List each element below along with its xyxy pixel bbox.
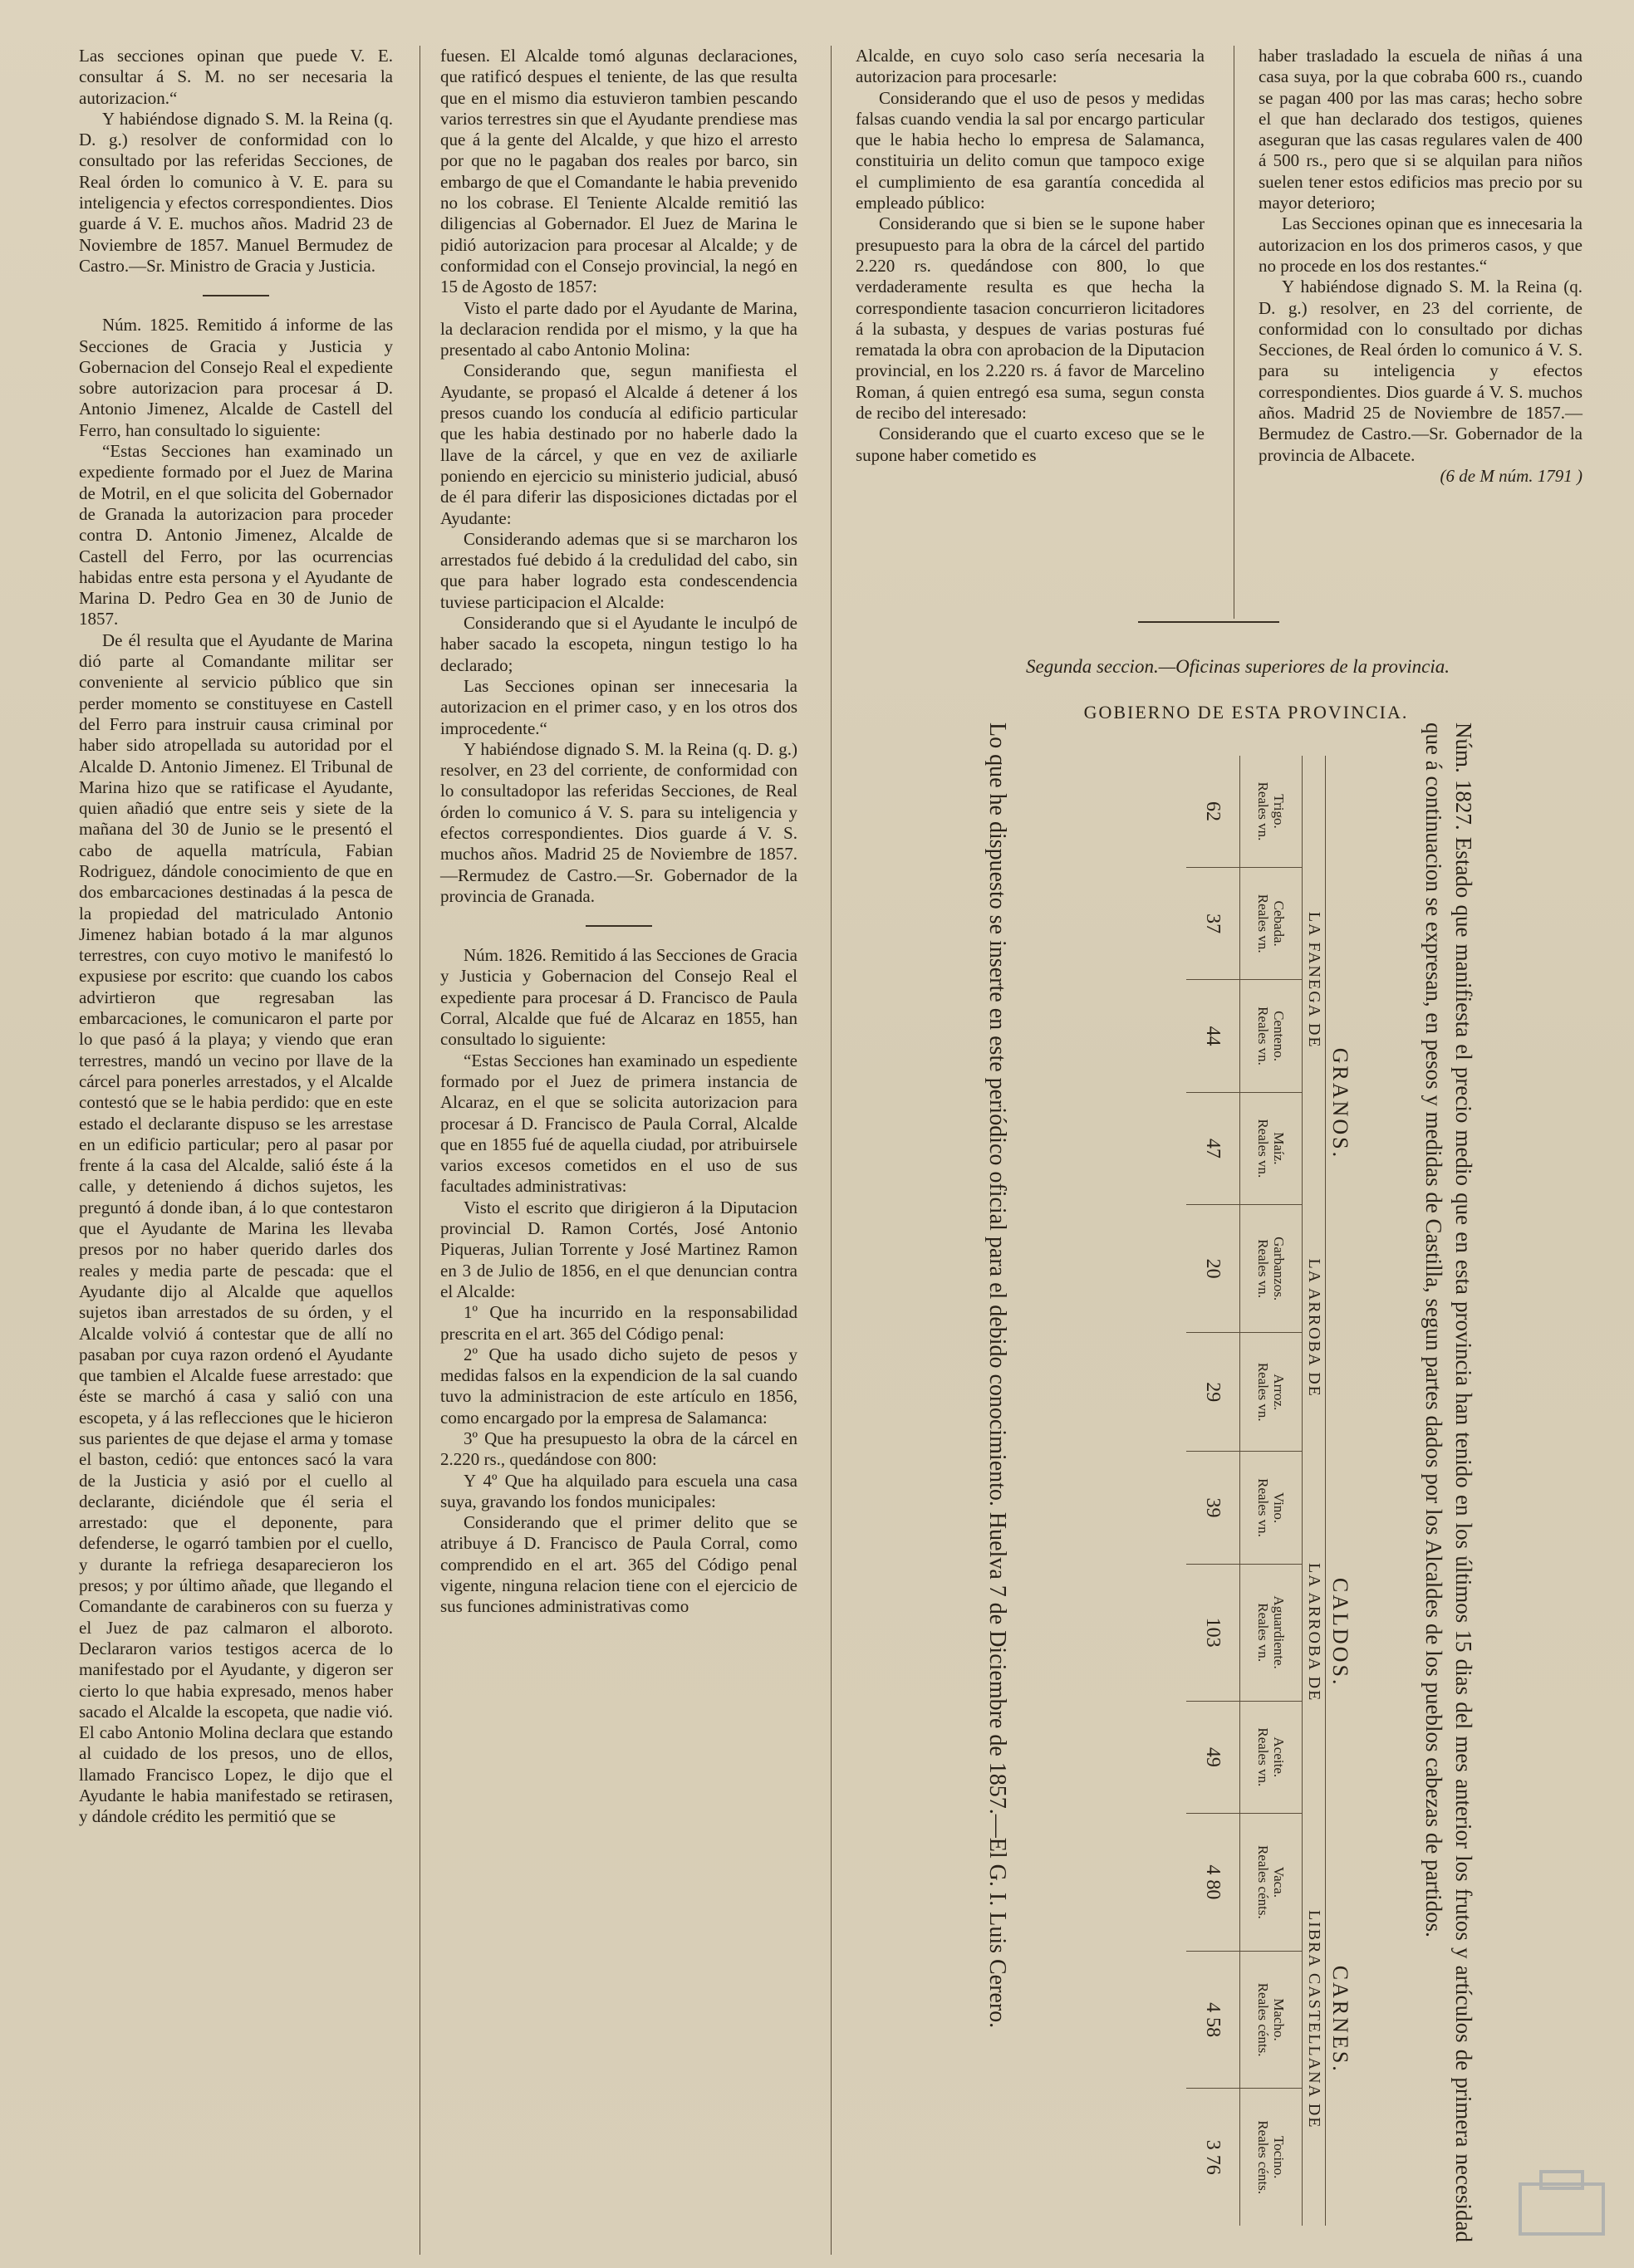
unit-libra: LIBRA CASTELLANA DE xyxy=(1303,1813,1326,2226)
header-item: Vaca. xyxy=(1271,1866,1287,1898)
paragraph: “Estas Secciones han examinado un expediente formado por el Juez de Marina de Motril, en el que solicita del Gobernador de Granada la autorizacion para proceder contra D. Antonio Jimenez, Alcalde de Castell del Ferro, por las ocurrencias habidas entre esta persona y el Ayudante de Marina D. Pedro Gea en 30 de Junio de 1857. xyxy=(79,441,393,629)
header-unit: Reales vn. xyxy=(1255,1362,1271,1422)
rotated-price-table-block xyxy=(864,723,1479,2242)
header-cell xyxy=(1240,1092,1303,1204)
header-unit: Reales cénts. xyxy=(1255,1844,1271,1919)
header-item: Vino. xyxy=(1271,1492,1287,1524)
separator-rule xyxy=(1138,621,1279,623)
paragraph: Considerando que si bien se le supone haber presupuesto para la obra de la cárcel del partido 2.220 rs. quedándose con 800, lo que verdaderamente resulta es que hecha la correspondiente tasacion concurrieron licitadores á la subasta, y despues de varias posturas fué rematada la obra con aprobacion de la Diputacion provincial, en los 2.220 rs. á favor de Marcelino Roman, á quien entregó esa suma, segun consta de recibo del interesado: xyxy=(856,213,1205,424)
paragraph: Y habiéndose dignado S. M. la Reina (q. D. g.) resolver, en 23 del corriente, de conformidad con lo consultadopor las referidas Secciones, de Real órden lo comunico á V. S. para su inteligencia y efectos correspondientes. Dios guarde á V. S. muchos años. Madrid 25 de Noviembre de 1857.—Rermudez de Castro.—Sr. Gobernador de la provincia de Granada. xyxy=(440,738,797,906)
unit-arroba: LA ARROBA DE xyxy=(1303,1205,1326,1452)
header-cell xyxy=(1240,1951,1303,2089)
paragraph: 1º Que ha incurrido en la responsabilidad prescrita en el art. 365 del Código penal: xyxy=(440,1302,797,1344)
header-cell xyxy=(1240,980,1303,1092)
separator-rule xyxy=(203,295,269,296)
value-cell: 37 xyxy=(1186,868,1240,980)
unit-fanega: LA FANEGA DE xyxy=(1303,756,1326,1205)
header-cell xyxy=(1240,2089,1303,2226)
header-item: Centeno. xyxy=(1271,1011,1287,1061)
header-item: Cebada. xyxy=(1271,900,1287,947)
header-unit: Reales vn. xyxy=(1255,1727,1271,1787)
value-row xyxy=(1186,756,1240,2226)
column-1 xyxy=(79,46,393,1828)
value-cell: 4 80 xyxy=(1186,1813,1240,1951)
header-item: Aguardiente. xyxy=(1271,1595,1287,1669)
header-row xyxy=(1240,756,1303,2226)
header-unit: Reales vn. xyxy=(1255,1478,1271,1537)
paragraph: Considerando que el primer delito que se atribuye á D. Francisco de Paula Corral, como comprendido en el art. 365 del Código penal vigente, ninguna relacion tiene con el ejercicio de sus funciones administrativas como xyxy=(440,1512,797,1617)
paragraph: Considerando que, segun manifiesta el Ayudante, se propasó el Alcalde á detener á los presos cuando los conducía al edificio particular que les habia destinado por no haberle dado la llave de la cárcel, y que en vez de axiliarle poniendo en ejercicio su ministerio judicial, abusó de él para diferir las disposiciones dictadas por el Ayudante: xyxy=(440,360,797,528)
paragraph: Alcalde, en cuyo solo caso sería necesaria la autorizacion para procesarle: xyxy=(856,46,1205,87)
paragraph: fuesen. El Alcalde tomó algunas declaraciones, que ratificó despues el teniente, de las que resulta que en el mismo dia estuvieron tambien pescando varios terrestres sin que el Ayudante prendiese mas que á la gente del Alcalde, y que hizo el arresto por que no le pagaban dos reales por barco, sin embargo de que el Comandante le habia prevenido no los cobrase. El Teniente Alcalde remitió las diligencias al Gobernador. El Juez de Marina le pidió autorizacion para procesar al Alcalde; y de conformidad con el Consejo provincial, la negó en 15 de Agosto de 1857: xyxy=(440,46,797,297)
header-cell xyxy=(1240,1205,1303,1333)
header-unit: Reales vn. xyxy=(1255,1007,1271,1065)
header-item: Garbanzos. xyxy=(1271,1237,1287,1301)
header-unit: Reales cénts. xyxy=(1255,2120,1271,2195)
paragraph: Las Secciones opinan que es innecesaria la autorizacion en los dos primeros casos, y que no procede en los dos restantes.“ xyxy=(1259,213,1582,276)
paragraph: Considerando que el cuarto exceso que se le supone haber cometido es xyxy=(856,424,1205,465)
value-cell: 20 xyxy=(1186,1205,1240,1333)
footer-text: Lo que he dispuesto se inserte en este periódico oficial para el debido conocimiento. Huelva 7 de Diciembre de 1857.—El G. I. Luis Cerero. xyxy=(984,723,1010,2029)
unit-arroba: LA ARROBA DE xyxy=(1303,1452,1326,1814)
paragraph: De él resulta que el Ayudante de Marina dió parte al Comandante militar ser conveniente al servicio público que sin perder momento se constituyese en Castell del Ferro para instruir causa criminal por haber sido atropellada su autoridad por el Alcalde D. Antonio Jimenez. El Tribunal de Marina hizo que se ratificase el Ayudante, quien añadió que entre seis y siete de la mañana del 30 de Junio se le presentó el cabo de aquella matrícula, Fabian Rodriguez, dándole conocimiento de que en dos embarcaciones destinadas á la pesca de la propiedad del matriculado Antonio Jimenez habian botado á la mar algunos terrestres, con cuyo motivo le manifestó lo expusiese por escrito: que cuando los cabos advirtieron que regresaban las embarcaciones, le comunicaron el parte por lo que pasó á la playa; y viendo que eran terrestres, mandó un vecino por llave de la cárcel para ponerles arrestados, y el Alcalde contestó que se le habia perdido: que en este estado el declarante dispuso se les arrestase en un edificio particular; pero al pasar por frente á la casa del Alcalde, salió éste á la calle, y deteniendo á dichos sujetos, les preguntó á donde iban, á lo que contestaron que el Ayudante de Marina les llevaba presos por no haber querido darles dos reales y media parte de pescada: que el Ayudante dijo al Alcalde que aquellos sujetos iban arrestados de su órden, y el Alcalde volvió á contestar que de allí no pasaban por cuya razon ordenó el Ayudante que tambien el Alcalde fuese arrestado: que éste se marchó á casa y salió con una escopeta, y á las reflecciones que le hicieron sus parientes de que dejase el arma y tomase el baston, cedió: que entonces sacó la vara de la Justicia y asió por el cuello al declarante, diciéndole que él seria el arrestado: que el deponente, para defenderse, le ogarró tambien por el cuello, y durante la refriega desaparecieron los presos; y por último añade, que llegando el Comandante de carabineros con su fuerza y el Juez de paz calmaron el alboroto. Declararon varios testigos acerca de lo manifestado por el Ayudante, y digeron ser cierto lo que habia expresado, menos haber sacado el Alcalde la escopeta, que nadie vió. El cabo Antonio Molina declara que estando al cuidado de los presos, uno de ellos, llamado Francisco Lopez, le dijo que el Ayudante le habia manifestado se retirasen, y dándole crédito les permitió que se xyxy=(79,629,393,1827)
paragraph: Visto el escrito que dirigieron á la Diputacion provincial D. Ramon Cortés, José Antonio Piqueras, Julian Torrente y José Martinez Ramon en 3 de Julio de 1856, en el que denuncian contra el Alcalde: xyxy=(440,1197,797,1301)
header-cell xyxy=(1240,1701,1303,1813)
header-cell xyxy=(1240,1813,1303,1951)
value-cell: 47 xyxy=(1186,1092,1240,1204)
paragraph: 3º Que ha presupuesto la obra de la cárcel en 2.220 rs., quedándose con 800: xyxy=(440,1428,797,1470)
header-unit: Reales cénts. xyxy=(1255,1982,1271,2057)
paragraph: Y 4º Que ha alquilado para escuela una casa suya, gravando los fondos municipales: xyxy=(440,1470,797,1511)
library-stamp-icon xyxy=(1512,2168,1612,2251)
paragraph: Las Secciones opinan ser innecesaria la autorizacion en el primer caso, y en los otros dos improcedente.“ xyxy=(440,675,797,738)
paragraph: Las secciones opinan que puede V. E. consultar á S. M. no ser necesaria la autorizacion.“ xyxy=(79,46,393,108)
value-cell: 29 xyxy=(1186,1333,1240,1452)
value-cell: 4 58 xyxy=(1186,1951,1240,2089)
column-4 xyxy=(1259,46,1582,487)
paragraph: Visto el parte dado por el Ayudante de Marina, la declaracion rendida por el mismo, y la que ha presentado al cabo Antonio Molina: xyxy=(440,297,797,360)
header-item: Macho. xyxy=(1271,1998,1287,2041)
paragraph: Núm. 1825. Remitido á informe de las Secciones de Gracia y Justicia y Gobernacion del Consejo Real el expediente sobre autorizacion para procesar á D. Antonio Jimenez, Alcalde de Castell del Ferro, han consultado lo siguiente: xyxy=(79,315,393,440)
paragraph: haber trasladado la escuela de niñas á una casa suya, por la que cobraba 600 rs., cuando se pagan 400 por las mas caras; hecho sobre el que han declarado dos testigos, quienes aseguran que las casas regulares valen de 400 á 500 rs., pero que si se alquilan para niños suelen tener estos edificios mas precio por su mayor deterioro; xyxy=(1259,46,1582,213)
header-unit: Reales vn. xyxy=(1255,1239,1271,1299)
header-item: Trigo. xyxy=(1271,794,1287,829)
column-2 xyxy=(440,46,797,1618)
paragraph: “Estas Secciones han examinado un espediente formado por el Juez de primera instancia de Alcaraz, en el que se solicita autorizacion para procesar á D. Francisco de Paula Corral, Alcalde que en 1855 fué de aquella ciudad, por atribuirsele varios excesos cometidos en el uso de sus facultades administrativas: xyxy=(440,1050,797,1197)
header-item: Maíz. xyxy=(1271,1132,1287,1165)
header-cell xyxy=(1240,868,1303,980)
reference-note: (6 de M núm. 1791 ) xyxy=(1440,465,1582,486)
header-item: Tocino. xyxy=(1271,2136,1287,2179)
paragraph: Considerando que si el Ayudante le inculpó de haber sacado la escopeta, ningun testigo lo ha declarado; xyxy=(440,613,797,675)
header-unit: Reales vn. xyxy=(1255,781,1271,841)
value-cell: 62 xyxy=(1186,756,1240,868)
group-carnes: CARNES. xyxy=(1328,1965,1352,2074)
header-cell xyxy=(1240,1333,1303,1452)
header-unit: Reales vn. xyxy=(1255,894,1271,953)
paragraph: Considerando ademas que si se marcharon los arrestados fué debido á la credulidad del cabo, sin que para haber logrado esta condescendencia tuviese participacion el Alcalde: xyxy=(440,528,797,612)
paragraph: Núm. 1826. Remitido á las Secciones de Gracia y Justicia y Gobernacion del Consejo Real el expediente para procesar á D. Francisco de Paula Corral, Alcalde que fué de Alcaraz en 1855, han consultado lo siguiente: xyxy=(440,945,797,1050)
header-cell xyxy=(1240,756,1303,868)
header-cell xyxy=(1240,1452,1303,1564)
paragraph: Considerando que el uso de pesos y medidas falsas cuando vendia la sal por encargo particular que le habia hecho lo empresa de Salamanca, constituiria un delito comun que tampoco exige el cumplimiento de esa garantía concedida al empleado público: xyxy=(856,87,1205,213)
value-cell: 49 xyxy=(1186,1701,1240,1813)
statement-text: Núm. 1827. Estado que manifiesta el precio medio que en esta provincia han tenido en los últimos 15 dias del mes anterior los frutos y artículos de primera necesidad que á continuacion se expresan, en pesos y medidas de Castilla, segun partes dados por los Alcaldes de los pueblos cabezas de partidos. xyxy=(1421,723,1476,2242)
header-item: Arroz. xyxy=(1271,1374,1287,1411)
header-cell xyxy=(1240,1564,1303,1701)
column-3 xyxy=(856,46,1205,466)
value-cell: 3 76 xyxy=(1186,2089,1240,2226)
paragraph: Y habiéndose dignado S. M. la Reina (q. D. g.) resolver, en 23 del corriente, de conformidad con lo consultado por dichas Secciones, de Real órden lo comunico á V. S. para su inteligencia y efectos correspondientes. Dios guarde á V. S. muchos años. Madrid 25 de Noviembre de 1857.—Bermudez de Castro.—Sr. Gobernador de la provincia de Albacete. xyxy=(1259,277,1582,465)
government-heading: GOBIERNO DE ESTA PROVINCIA. xyxy=(1083,702,1409,723)
section-heading: Segunda seccion.—Oficinas superiores de la provincia. xyxy=(1026,656,1450,677)
value-cell: 103 xyxy=(1186,1564,1240,1701)
header-item: Aceite. xyxy=(1271,1737,1287,1778)
header-unit: Reales vn. xyxy=(1255,1119,1271,1178)
group-caldos: CALDOS. xyxy=(1328,1577,1352,1688)
column-divider xyxy=(831,46,832,2255)
paragraph: Y habiéndose dignado S. M. la Reina (q. D. g.) resolver de conformidad con lo consultado por las referidas Secciones, de Real órden lo comunico à V. E. para su inteligencia y efectos correspondientes. Dios guarde á V. E. muchos años. Madrid 23 de Noviembre de 1857. Manuel Bermudez de Castro.—Sr. Ministro de Gracia y Justicia. xyxy=(79,108,393,276)
value-cell: 39 xyxy=(1186,1452,1240,1564)
price-table xyxy=(1186,756,1354,2226)
header-unit: Reales vn. xyxy=(1255,1603,1271,1663)
separator-rule xyxy=(586,925,652,927)
group-granos: GRANOS. xyxy=(1328,1047,1352,1160)
value-cell: 44 xyxy=(1186,980,1240,1092)
paragraph: 2º Que ha usado dicho sujeto de pesos y medidas falsos en la expendicion de la sal cuando tuvo la administracion de este artículo en 1856, como encargado por la empresa de Salamanca: xyxy=(440,1344,797,1428)
